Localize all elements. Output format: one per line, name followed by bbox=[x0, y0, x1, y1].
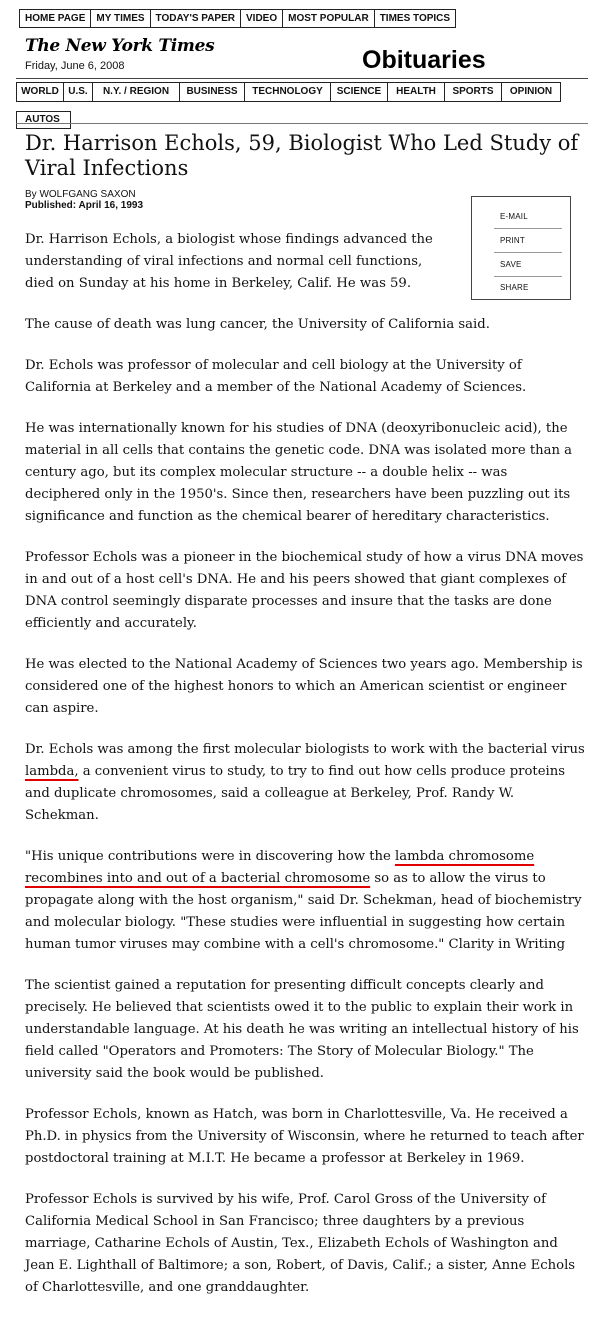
paragraph bbox=[25, 846, 585, 956]
byline: By WOLFGANG SAXON bbox=[25, 189, 136, 200]
masthead-date: Friday, June 6, 2008 bbox=[25, 60, 125, 72]
nav-most-popular[interactable]: MOST POPULAR bbox=[282, 9, 375, 28]
nav-my-times[interactable]: MY TIMES bbox=[90, 9, 150, 28]
nav-video[interactable]: VIDEO bbox=[240, 9, 283, 28]
divider bbox=[16, 78, 588, 79]
paragraph: Dr. Harrison Echols, a biologist whose findings advanced the understanding of viral infections and normal cell functions, died on Sunday at his home in Berkeley, Calif. He was 59. bbox=[25, 232, 433, 291]
nyt-logo[interactable]: The New York Times bbox=[25, 36, 215, 56]
paragraph-text: "His unique contributions were in discovering how the bbox=[25, 849, 396, 864]
section-opinion[interactable]: OPINION bbox=[501, 82, 561, 102]
byline-block bbox=[25, 189, 143, 211]
section-business[interactable]: BUSINESS bbox=[179, 82, 245, 102]
subnav-autos[interactable]: AUTOS bbox=[16, 111, 71, 129]
section-ny-region[interactable]: N.Y. / REGION bbox=[92, 82, 180, 102]
paragraph: Professor Echols is survived by his wife, Prof. Carol Gross of the University of California Medical School in San Francisco; three daughters by a previous marriage, Catharine Echols of Austin, Tex., Elizabeth Echols of Washington and Jean E. Lighthall of Baltimore; a son, Robert, of Davis, Calif.; a sister, Anne Echols of Charlottesville, and one granddaughter. bbox=[25, 1192, 576, 1295]
section-sports[interactable]: SPORTS bbox=[444, 82, 502, 102]
top-nav bbox=[19, 9, 455, 28]
email-link[interactable]: E-MAIL bbox=[500, 212, 528, 221]
article-body bbox=[25, 229, 585, 1318]
section-science[interactable]: SCIENCE bbox=[330, 82, 388, 102]
divider bbox=[16, 123, 588, 124]
paragraph: The cause of death was lung cancer, the University of California said. bbox=[25, 317, 490, 332]
paragraph: He was internationally known for his studies of DNA (deoxyribonucleic acid), the material in all cells that contains the genetic code. DNA was isolated more than a century ago, but its complex molecular structure -- a double helix -- was deciphered only in the 1950's. Since then, researchers have been puzzling out its significance and function as the chemical bearer of hereditary characteristics. bbox=[25, 421, 573, 524]
headline: Dr. Harrison Echols, 59, Biologist Who Led Study of Viral Infections bbox=[25, 131, 579, 180]
nav-home-page[interactable]: HOME PAGE bbox=[19, 9, 91, 28]
print-link[interactable]: PRINT bbox=[500, 236, 525, 245]
paragraph-text: a convenient virus to study, to try to find out how cells produce proteins and duplicate chromosomes, said a colleague at Berkeley, Prof. Randy W. Schekman. bbox=[25, 764, 566, 823]
paragraph-text: so as to allow the virus to propagate along with the host organism," said Dr. Schekman, head of biochemistry and molecular biology. "These studies were influential in suggesting how certain human tumor viruses may combine with a cell's chromosome." Clarity in Writing bbox=[25, 871, 582, 952]
nav-times-topics[interactable]: TIMES TOPICS bbox=[374, 9, 456, 28]
highlighted-text: lambda chromosome recombines into and out of a bacterial chromosome bbox=[25, 849, 535, 886]
section-nav bbox=[16, 82, 560, 102]
nav-todays-paper[interactable]: TODAY'S PAPER bbox=[150, 9, 241, 28]
paragraph: He was elected to the National Academy of Sciences two years ago. Membership is considered one of the highest honors to which an American scientist or engineer can aspire. bbox=[25, 657, 583, 716]
paragraph: Professor Echols was a pioneer in the biochemical study of how a virus DNA moves in and out of a host cell's DNA. He and his peers showed that giant complexes of DNA control seemingly disparate processes and insure that the tasks are done efficiently and accurately. bbox=[25, 550, 584, 631]
published-date: Published: April 16, 1993 bbox=[25, 200, 144, 211]
sub-nav bbox=[16, 107, 71, 129]
paragraph bbox=[25, 739, 585, 827]
paragraph-text: Dr. Echols was among the first molecular biologists to work with the bacterial virus bbox=[25, 742, 585, 757]
section-technology[interactable]: TECHNOLOGY bbox=[244, 82, 331, 102]
section-health[interactable]: HEALTH bbox=[387, 82, 445, 102]
section-title: Obituaries bbox=[362, 46, 486, 74]
section-world[interactable]: WORLD bbox=[16, 82, 64, 102]
paragraph: Dr. Echols was professor of molecular and cell biology at the University of California at Berkeley and a member of the National Academy of Sciences. bbox=[25, 358, 527, 395]
masthead bbox=[25, 36, 214, 72]
highlighted-text: lambda, bbox=[25, 764, 79, 779]
share-link[interactable]: SHARE bbox=[500, 283, 529, 292]
paragraph: Professor Echols, known as Hatch, was born in Charlottesville, Va. He received a Ph.D. in physics from the University of Wisconsin, where he returned to teach after postdoctoral training at M.I.T. He became a professor at Berkeley in 1969. bbox=[25, 1107, 584, 1166]
section-us[interactable]: U.S. bbox=[63, 82, 93, 102]
save-link[interactable]: SAVE bbox=[500, 260, 522, 269]
paragraph: The scientist gained a reputation for presenting difficult concepts clearly and precisely. He believed that scientists owed it to the public to explain their work in understandable language. At his death he was writing an intellectual history of his field called "Operators and Promoters: The Story of Molecular Biology." The university said the book would be published. bbox=[25, 978, 579, 1081]
